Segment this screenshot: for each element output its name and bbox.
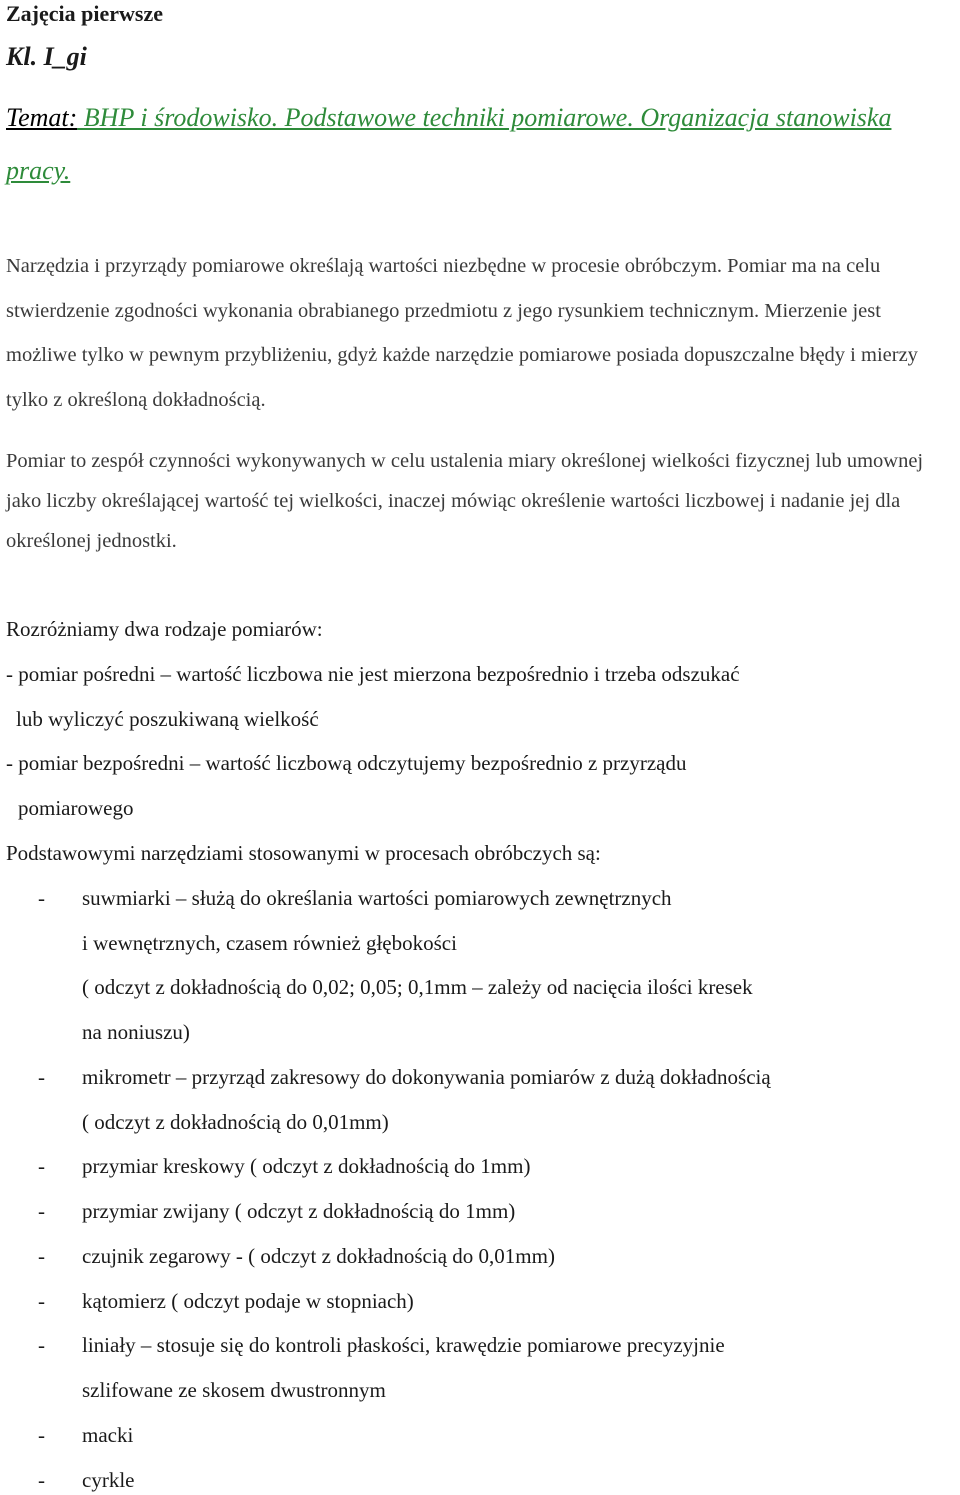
list-bullet-dash: - bbox=[38, 1333, 45, 1357]
caliper-item-continuation: i wewnętrznych, czasem również głębokości bbox=[82, 931, 457, 955]
indirect-measurement-line: - pomiar pośredni – wartość liczbowa nie jest mierzona bezpośrednio i trzeba odszukać bbox=[6, 662, 740, 686]
list-bullet-dash: - bbox=[38, 1423, 45, 1447]
caliper-reading-note-continuation: na noniuszu) bbox=[82, 1020, 190, 1044]
straightedge-item-continuation: szlifowane ze skosem dwustronnym bbox=[82, 1378, 386, 1402]
direct-measurement-line: - pomiar bezpośredni – wartość liczbową odczytujemy bezpośrednio z przyrządu bbox=[6, 751, 687, 775]
caliper-reading-note: ( odczyt z dokładnością do 0,02; 0,05; 0,1mm – zależy od nacięcia ilości kresek bbox=[82, 975, 753, 999]
caliper-item: suwmiarki – służą do określania wartości pomiarowych zewnętrznych bbox=[82, 886, 672, 910]
list-bullet-dash: - bbox=[38, 1065, 45, 1089]
list-bullet-dash: - bbox=[38, 1199, 45, 1223]
list-bullet-dash: - bbox=[38, 886, 45, 910]
list-bullet-dash: - bbox=[38, 1289, 45, 1313]
dividers-item: cyrkle bbox=[82, 1468, 135, 1492]
list-bullet-dash: - bbox=[38, 1468, 45, 1492]
micrometer-reading-note: ( odczyt z dokładnością do 0,01mm) bbox=[82, 1110, 389, 1134]
tools-heading: Podstawowymi narzędziami stosowanymi w procesach obróbczych są: bbox=[6, 841, 601, 865]
steel-ruler-item: przymiar kreskowy ( odczyt z dokładnością do 1mm) bbox=[82, 1154, 531, 1178]
topic-label: Temat: bbox=[6, 103, 78, 132]
intro-paragraph: Narzędzia i przyrządy pomiarowe określają wartości niezbędne w procesie obróbczym. Pomiar ma na celu stwierdzenie zgodności wykonania obrabianego przedmiotu z jego rysunkiem technicznym. Mierzenie jest możliwe tylko w pewnym przybliżeniu, gdyż każde narzędzie pomiarowe posiada dopuszczalne błędy i mierzy tylko z określoną dokładnością. bbox=[6, 255, 918, 412]
topic-text: BHP i środowisko. Podstawowe techniki pomiarowe. Organizacja stanowiska pracy. bbox=[6, 103, 892, 185]
list-bullet-dash: - bbox=[38, 1244, 45, 1268]
measurement-types-heading: Rozróżniamy dwa rodzaje pomiarów: bbox=[6, 617, 323, 641]
topic bbox=[6, 91, 956, 197]
lesson-title: Zajęcia pierwsze bbox=[6, 1, 163, 26]
indirect-measurement-continuation: lub wyliczyć poszukiwaną wielkość bbox=[16, 707, 319, 731]
micrometer-item: mikrometr – przyrząd zakresowy do dokonywania pomiarów z dużą dokładnością bbox=[82, 1065, 771, 1089]
list-bullet-dash: - bbox=[38, 1154, 45, 1178]
protractor-item: kątomierz ( odczyt podaje w stopniach) bbox=[82, 1289, 414, 1313]
straightedge-item: liniały – stosuje się do kontroli płaskości, krawędzie pomiarowe precyzyjnie bbox=[82, 1333, 725, 1357]
class-label: Kl. I_gi bbox=[6, 42, 87, 71]
direct-measurement-continuation: pomiarowego bbox=[18, 796, 134, 820]
tape-measure-item: przymiar zwijany ( odczyt z dokładnością do 1mm) bbox=[82, 1199, 516, 1223]
dial-indicator-item: czujnik zegarowy - ( odczyt z dokładnością do 0,01mm) bbox=[82, 1244, 555, 1268]
definition-paragraph: Pomiar to zespół czynności wykonywanych w celu ustalenia miary określonej wielkości fizycznej lub umownej jako liczby określającej wartość tej wielkości, inaczej mówiąc określenie wartości liczbowej i nadanie jej dla określonej jednostki. bbox=[6, 450, 924, 552]
outside-calipers-item: macki bbox=[82, 1423, 134, 1447]
